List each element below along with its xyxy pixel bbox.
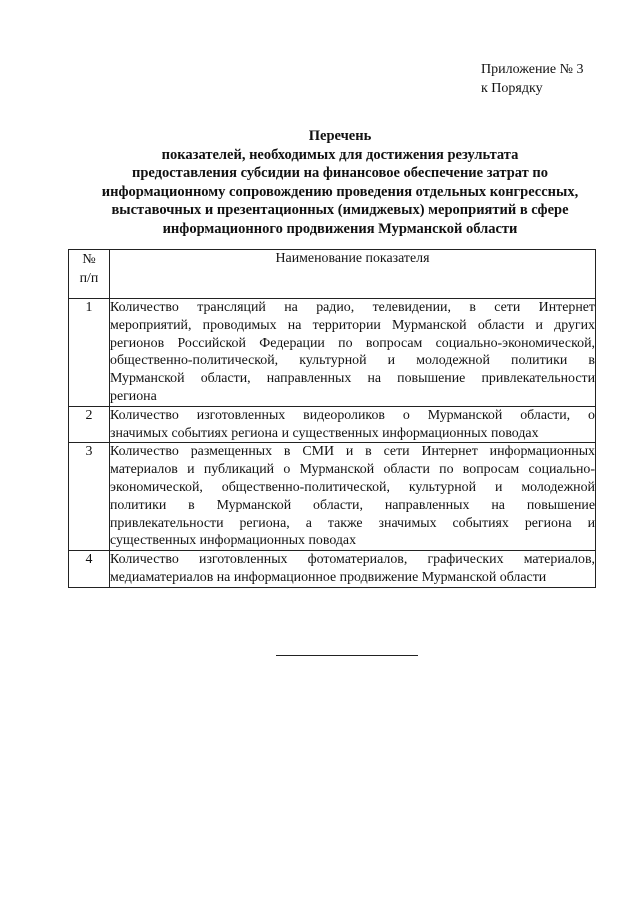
row-number: 4: [69, 551, 110, 588]
indicator-text-line: регионов Российской Федерации по вопросам социально-экономической,: [110, 335, 595, 351]
title-line: информационному сопровождению проведения отдельных конгрессных,: [101, 183, 579, 200]
indicator-text-line: Мурманской области, направленных на повышение привлекательности: [110, 371, 595, 387]
title-line: выставочных и презентационных (имиджевых) мероприятий в сфере: [111, 202, 569, 219]
document-title: [70, 127, 610, 239]
table-row: [69, 443, 596, 551]
indicator-text-line: региона: [110, 388, 157, 404]
indicator-text-line: существенных информационных поводах: [110, 533, 357, 549]
indicator-name: [110, 551, 596, 588]
table-row: [69, 406, 596, 443]
column-header-name: Наименование показателя: [110, 250, 596, 299]
row-number: 3: [69, 443, 110, 551]
indicator-text-line: Количество трансляций на радио, телевидении, в сети Интернет: [110, 300, 595, 315]
indicator-text-line: Количество размещенных в СМИ и в сети Интернет информационных: [110, 444, 595, 460]
indicator-text-line: материалов и публикаций о Мурманской области по вопросам социально-: [110, 462, 595, 478]
closing-rule: [276, 655, 418, 656]
column-header-number: [69, 250, 110, 299]
appendix-reference: [481, 60, 584, 98]
appendix-number: Приложение № 3: [481, 62, 584, 77]
table-header-row: [69, 250, 596, 299]
table-row: [69, 551, 596, 588]
indicator-text-line: привлекательности региона, а также значимых событиях региона и: [110, 515, 595, 531]
column-header-number-abbr: п/п: [79, 271, 99, 286]
table-row: [69, 299, 596, 407]
row-number: 1: [69, 299, 110, 407]
column-header-number-sign: №: [82, 252, 96, 267]
indicator-text-line: мероприятий, проводимых на территории Мурманской области и других: [110, 317, 595, 333]
title-line: предоставления субсидии на финансовое обеспечение затрат по: [131, 165, 549, 182]
title-line: информационного продвижения Мурманской области: [162, 220, 518, 237]
indicators-table: [68, 249, 596, 588]
indicator-name: [110, 443, 596, 551]
title-line: показателей, необходимых для достижения результата: [161, 146, 519, 163]
indicator-text-line: экономической, общественно-политической, культурной и молодежной: [110, 479, 595, 495]
indicator-text-line: политики в Мурманской области, направленных на повышение: [110, 497, 595, 513]
indicator-text-line: Количество изготовленных фотоматериалов, графических материалов,: [110, 552, 595, 568]
title-line: Перечень: [308, 128, 372, 144]
indicator-text-line: Количество изготовленных видеороликов о Мурманской области, о: [110, 407, 595, 423]
indicator-name: [110, 406, 596, 443]
indicator-text-line: значимых событиях региона и существенных информационных поводах: [110, 425, 539, 441]
indicator-text-line: медиаматериалов на информационное продвижение Мурманской области: [110, 569, 547, 585]
indicator-text-line: общественно-политической, культурной и молодежной политики в: [110, 353, 595, 369]
appendix-procedure: к Порядку: [481, 81, 543, 96]
indicator-name: [110, 299, 596, 407]
row-number: 2: [69, 406, 110, 443]
